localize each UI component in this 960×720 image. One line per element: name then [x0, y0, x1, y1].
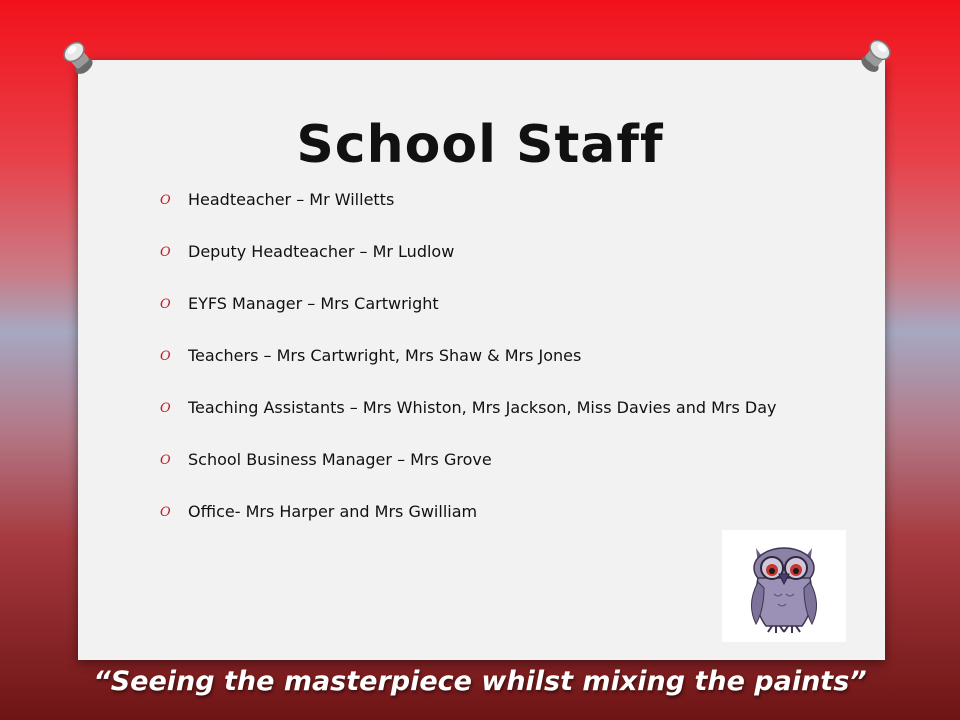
staff-item-text: Headteacher – Mr Willetts [188, 190, 395, 209]
owl-icon [722, 530, 846, 642]
bullet-icon: O [160, 245, 171, 260]
pushpin-right-icon [852, 38, 892, 78]
school-motto: “Seeing the masterpiece whilst mixing the paints” [93, 666, 867, 697]
staff-item-text: EYFS Manager – Mrs Cartwright [188, 294, 439, 313]
bullet-icon: O [160, 349, 171, 364]
bullet-icon: O [160, 505, 171, 520]
staff-item-text: Teachers – Mrs Cartwright, Mrs Shaw & Mrs Jones [188, 346, 582, 365]
staff-item [160, 502, 800, 522]
staff-list [160, 190, 800, 554]
bullet-icon: O [160, 401, 171, 416]
staff-item-text: Teaching Assistants – Mrs Whiston, Mrs Jackson, Miss Davies and Mrs Day [188, 398, 777, 417]
staff-item-text: School Business Manager – Mrs Grove [188, 450, 492, 469]
slide-title: School Staff [296, 115, 664, 175]
staff-item [160, 242, 800, 262]
staff-item [160, 398, 800, 418]
staff-item-text: Office- Mrs Harper and Mrs Gwilliam [188, 502, 478, 521]
staff-item [160, 190, 800, 210]
staff-item-text: Deputy Headteacher – Mr Ludlow [188, 242, 455, 261]
owl-picture [722, 530, 846, 642]
staff-item [160, 294, 800, 314]
bullet-icon: O [160, 193, 171, 208]
staff-item [160, 450, 800, 470]
pushpin-left-icon [62, 40, 102, 80]
bullet-icon: O [160, 297, 171, 312]
staff-item [160, 346, 800, 366]
bullet-icon: O [160, 453, 171, 468]
